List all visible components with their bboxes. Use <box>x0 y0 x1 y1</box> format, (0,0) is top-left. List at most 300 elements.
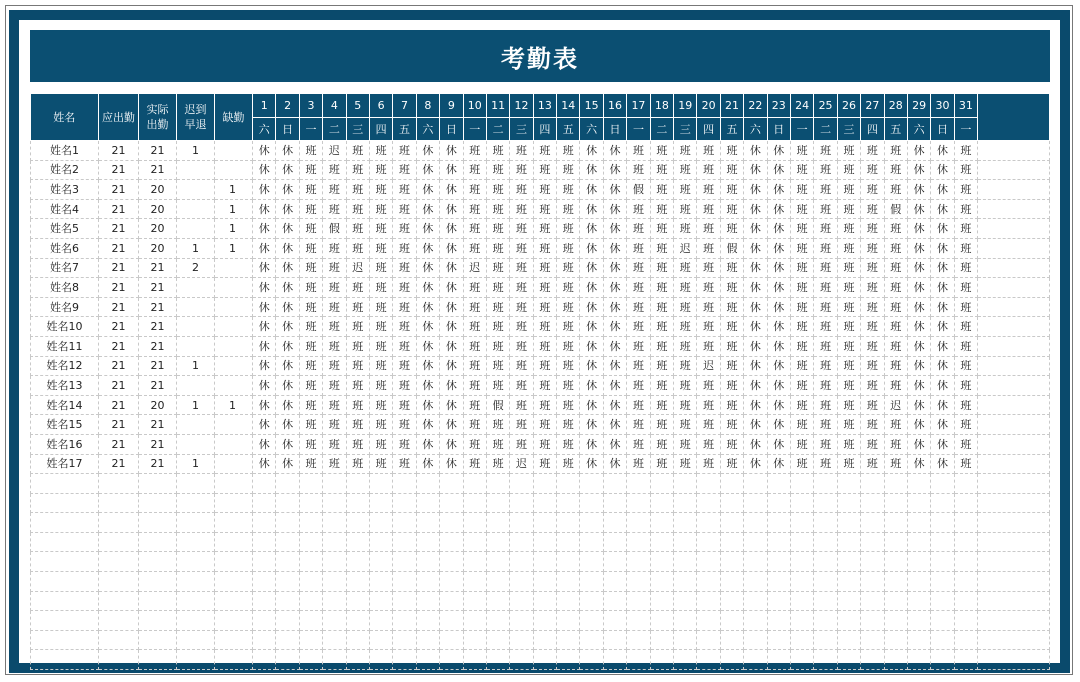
day-status <box>369 630 392 650</box>
absent-count <box>215 356 253 376</box>
day-status <box>954 650 977 670</box>
day-status: 休 <box>931 336 954 356</box>
table-row <box>31 258 1050 278</box>
day-status: 休 <box>767 297 790 317</box>
day-status: 班 <box>814 141 837 161</box>
day-status <box>814 552 837 572</box>
spare-cell <box>978 493 1050 513</box>
day-status <box>510 493 533 513</box>
absent-count: 1 <box>215 395 253 415</box>
day-status: 班 <box>393 336 416 356</box>
day-status <box>603 591 626 611</box>
day-status <box>369 513 392 533</box>
day-status: 休 <box>276 317 299 337</box>
day-status <box>369 552 392 572</box>
day-status <box>416 611 439 631</box>
actual-days: 21 <box>139 317 177 337</box>
day-status: 班 <box>346 297 369 317</box>
day-status: 班 <box>557 219 580 239</box>
header-day-26: 26 <box>837 94 860 118</box>
day-status: 休 <box>440 278 463 298</box>
day-status: 休 <box>744 395 767 415</box>
day-status: 班 <box>697 297 720 317</box>
day-status: 班 <box>790 415 813 435</box>
day-status <box>603 552 626 572</box>
day-status: 班 <box>837 434 860 454</box>
header-day-2: 2 <box>276 94 299 118</box>
day-status: 班 <box>697 278 720 298</box>
day-status <box>907 611 930 631</box>
late-early-count <box>177 552 215 572</box>
day-status: 班 <box>837 317 860 337</box>
day-status <box>440 474 463 494</box>
day-status: 班 <box>720 415 743 435</box>
day-status: 迟 <box>323 141 346 161</box>
spare-cell <box>978 454 1050 474</box>
header-weekday-28: 五 <box>884 118 907 141</box>
day-status: 班 <box>393 180 416 200</box>
day-status <box>650 650 673 670</box>
day-status <box>603 572 626 592</box>
day-status <box>253 650 276 670</box>
required-days: 21 <box>99 160 139 180</box>
day-status: 休 <box>907 199 930 219</box>
day-status: 班 <box>463 395 486 415</box>
day-status <box>323 513 346 533</box>
day-status: 班 <box>323 434 346 454</box>
header-actual-days <box>139 94 177 141</box>
day-status: 班 <box>557 376 580 396</box>
day-status <box>884 532 907 552</box>
day-status: 休 <box>744 356 767 376</box>
day-status: 班 <box>346 160 369 180</box>
day-status: 班 <box>861 376 884 396</box>
spare-cell <box>978 415 1050 435</box>
day-status: 班 <box>720 336 743 356</box>
day-status: 班 <box>627 199 650 219</box>
day-status: 班 <box>720 454 743 474</box>
header-day-14: 14 <box>557 94 580 118</box>
day-status: 班 <box>369 356 392 376</box>
day-status <box>416 591 439 611</box>
day-status: 班 <box>486 317 509 337</box>
day-status: 休 <box>253 199 276 219</box>
day-status: 休 <box>603 278 626 298</box>
day-status: 班 <box>533 180 556 200</box>
day-status: 班 <box>393 317 416 337</box>
header-absent: 缺勤 <box>215 94 253 141</box>
late-early-count <box>177 336 215 356</box>
header-weekday-31: 一 <box>954 118 977 141</box>
day-status: 班 <box>884 297 907 317</box>
day-status <box>627 572 650 592</box>
day-status <box>767 611 790 631</box>
header-row-days <box>31 94 1050 118</box>
table-row <box>31 160 1050 180</box>
day-status: 班 <box>954 395 977 415</box>
day-status <box>720 630 743 650</box>
day-status: 班 <box>533 395 556 415</box>
day-status: 休 <box>580 376 603 396</box>
day-status: 休 <box>744 336 767 356</box>
late-early-count: 2 <box>177 258 215 278</box>
day-status: 班 <box>486 278 509 298</box>
day-status <box>323 650 346 670</box>
day-status: 班 <box>323 376 346 396</box>
required-days <box>99 650 139 670</box>
day-status <box>393 650 416 670</box>
day-status: 班 <box>557 395 580 415</box>
day-status <box>393 552 416 572</box>
day-status: 班 <box>697 199 720 219</box>
day-status: 休 <box>276 180 299 200</box>
table-row <box>31 395 1050 415</box>
actual-days: 21 <box>139 258 177 278</box>
day-status: 班 <box>650 258 673 278</box>
header-weekday-5: 三 <box>346 118 369 141</box>
header-day-3: 3 <box>299 94 322 118</box>
actual-days: 21 <box>139 376 177 396</box>
day-status: 班 <box>323 199 346 219</box>
day-status: 休 <box>253 454 276 474</box>
header-day-30: 30 <box>931 94 954 118</box>
day-status: 班 <box>837 238 860 258</box>
absent-count <box>215 317 253 337</box>
day-status: 班 <box>557 317 580 337</box>
day-status: 休 <box>416 278 439 298</box>
header-weekday-3: 一 <box>299 118 322 141</box>
day-status <box>580 513 603 533</box>
day-status: 休 <box>907 160 930 180</box>
actual-days: 21 <box>139 415 177 435</box>
day-status: 班 <box>954 180 977 200</box>
day-status <box>767 493 790 513</box>
header-weekday-10: 一 <box>463 118 486 141</box>
header-day-7: 7 <box>393 94 416 118</box>
day-status: 班 <box>369 415 392 435</box>
day-status <box>697 650 720 670</box>
day-status <box>416 630 439 650</box>
day-status: 班 <box>790 376 813 396</box>
day-status: 班 <box>837 395 860 415</box>
day-status: 休 <box>580 180 603 200</box>
day-status: 班 <box>510 160 533 180</box>
day-status: 班 <box>861 454 884 474</box>
day-status <box>884 474 907 494</box>
header-weekday-11: 二 <box>486 118 509 141</box>
day-status: 班 <box>510 141 533 161</box>
day-status: 班 <box>674 376 697 396</box>
day-status: 班 <box>814 219 837 239</box>
day-status <box>790 552 813 572</box>
day-status <box>837 513 860 533</box>
day-status <box>720 572 743 592</box>
day-status: 休 <box>603 160 626 180</box>
day-status: 班 <box>674 356 697 376</box>
day-status <box>767 513 790 533</box>
day-status: 休 <box>440 180 463 200</box>
day-status: 班 <box>627 160 650 180</box>
employee-name: 姓名17 <box>31 454 99 474</box>
actual-days: 21 <box>139 160 177 180</box>
day-status <box>954 572 977 592</box>
day-status <box>253 513 276 533</box>
day-status <box>697 572 720 592</box>
day-status: 班 <box>463 141 486 161</box>
day-status: 休 <box>276 336 299 356</box>
day-status <box>276 552 299 572</box>
day-status <box>299 591 322 611</box>
day-status: 班 <box>346 219 369 239</box>
day-status <box>276 630 299 650</box>
day-status: 休 <box>276 376 299 396</box>
day-status: 休 <box>580 141 603 161</box>
header-spare <box>978 94 1050 141</box>
absent-count <box>215 493 253 513</box>
day-status <box>861 513 884 533</box>
day-status <box>674 650 697 670</box>
day-status <box>674 513 697 533</box>
day-status: 休 <box>253 258 276 278</box>
day-status <box>907 650 930 670</box>
day-status <box>814 474 837 494</box>
header-weekday-12: 三 <box>510 118 533 141</box>
day-status: 休 <box>907 454 930 474</box>
day-status: 班 <box>814 395 837 415</box>
day-status: 休 <box>907 376 930 396</box>
day-status: 班 <box>814 199 837 219</box>
day-status: 班 <box>650 434 673 454</box>
day-status: 班 <box>393 258 416 278</box>
day-status: 班 <box>884 141 907 161</box>
spare-cell <box>978 180 1050 200</box>
day-status: 休 <box>603 434 626 454</box>
day-status <box>650 611 673 631</box>
day-status: 休 <box>416 376 439 396</box>
day-status: 班 <box>299 238 322 258</box>
day-status: 班 <box>557 238 580 258</box>
day-status: 休 <box>907 180 930 200</box>
spare-cell <box>978 572 1050 592</box>
header-actual-line2: 出勤 <box>146 118 169 131</box>
day-status <box>627 591 650 611</box>
spare-cell <box>978 376 1050 396</box>
day-status <box>790 513 813 533</box>
day-status: 休 <box>440 356 463 376</box>
day-status: 休 <box>580 160 603 180</box>
day-status <box>510 552 533 572</box>
day-status: 休 <box>931 395 954 415</box>
day-status: 班 <box>720 199 743 219</box>
day-status <box>744 650 767 670</box>
day-status <box>323 630 346 650</box>
late-early-count <box>177 219 215 239</box>
day-status: 班 <box>674 219 697 239</box>
day-status: 休 <box>907 336 930 356</box>
day-status: 班 <box>510 434 533 454</box>
day-status: 休 <box>931 356 954 376</box>
day-status: 休 <box>416 415 439 435</box>
day-status: 班 <box>790 238 813 258</box>
required-days <box>99 572 139 592</box>
day-status: 休 <box>580 356 603 376</box>
day-status: 休 <box>276 199 299 219</box>
required-days: 21 <box>99 219 139 239</box>
day-status: 休 <box>416 258 439 278</box>
absent-count <box>215 278 253 298</box>
day-status: 班 <box>369 317 392 337</box>
day-status: 班 <box>650 454 673 474</box>
day-status: 假 <box>720 238 743 258</box>
day-status: 班 <box>533 415 556 435</box>
day-status: 休 <box>580 258 603 278</box>
day-status <box>697 532 720 552</box>
actual-days <box>139 552 177 572</box>
day-status <box>603 493 626 513</box>
day-status: 班 <box>861 434 884 454</box>
day-status: 班 <box>861 297 884 317</box>
day-status: 休 <box>744 278 767 298</box>
day-status <box>907 493 930 513</box>
actual-days: 20 <box>139 199 177 219</box>
day-status: 休 <box>416 160 439 180</box>
header-late-line1: 迟到 <box>184 103 207 116</box>
day-status: 班 <box>697 395 720 415</box>
day-status <box>931 630 954 650</box>
day-status: 班 <box>346 454 369 474</box>
day-status: 班 <box>486 199 509 219</box>
day-status: 休 <box>276 278 299 298</box>
day-status: 班 <box>954 317 977 337</box>
employee-name: 姓名13 <box>31 376 99 396</box>
day-status: 班 <box>650 336 673 356</box>
spare-cell <box>978 650 1050 670</box>
day-status <box>954 513 977 533</box>
day-status: 班 <box>650 278 673 298</box>
header-day-4: 4 <box>323 94 346 118</box>
day-status: 班 <box>369 199 392 219</box>
day-status: 班 <box>674 297 697 317</box>
day-status <box>790 591 813 611</box>
day-status <box>299 474 322 494</box>
day-status <box>790 611 813 631</box>
header-weekday-6: 四 <box>369 118 392 141</box>
day-status <box>861 611 884 631</box>
day-status <box>674 552 697 572</box>
actual-days <box>139 513 177 533</box>
day-status: 班 <box>697 160 720 180</box>
day-status <box>299 552 322 572</box>
header-weekday-16: 日 <box>603 118 626 141</box>
actual-days: 21 <box>139 336 177 356</box>
day-status <box>323 532 346 552</box>
late-early-count: 1 <box>177 141 215 161</box>
day-status <box>650 513 673 533</box>
day-status <box>603 532 626 552</box>
day-status <box>907 532 930 552</box>
spare-cell <box>978 474 1050 494</box>
day-status <box>674 611 697 631</box>
day-status: 班 <box>884 376 907 396</box>
day-status: 休 <box>580 297 603 317</box>
day-status <box>463 474 486 494</box>
actual-days <box>139 591 177 611</box>
day-status <box>463 650 486 670</box>
header-weekday-23: 日 <box>767 118 790 141</box>
day-status: 休 <box>440 219 463 239</box>
day-status: 班 <box>954 141 977 161</box>
day-status <box>440 513 463 533</box>
day-status: 班 <box>954 356 977 376</box>
spare-cell <box>978 336 1050 356</box>
day-status <box>627 493 650 513</box>
day-status: 休 <box>253 160 276 180</box>
required-days: 21 <box>99 336 139 356</box>
required-days: 21 <box>99 278 139 298</box>
day-status <box>954 552 977 572</box>
day-status <box>346 650 369 670</box>
day-status: 休 <box>276 219 299 239</box>
day-status: 班 <box>346 278 369 298</box>
day-status <box>346 493 369 513</box>
day-status: 班 <box>486 415 509 435</box>
day-status <box>790 474 813 494</box>
day-status: 班 <box>790 278 813 298</box>
day-status <box>814 532 837 552</box>
day-status: 班 <box>790 141 813 161</box>
day-status: 班 <box>393 376 416 396</box>
absent-count <box>215 650 253 670</box>
day-status: 休 <box>253 278 276 298</box>
day-status: 班 <box>557 160 580 180</box>
day-status <box>627 552 650 572</box>
day-status <box>557 611 580 631</box>
day-status: 休 <box>744 160 767 180</box>
day-status <box>767 572 790 592</box>
day-status: 休 <box>931 415 954 435</box>
day-status <box>627 532 650 552</box>
header-day-6: 6 <box>369 94 392 118</box>
day-status: 班 <box>346 376 369 396</box>
day-status <box>369 591 392 611</box>
day-status <box>440 532 463 552</box>
day-status: 班 <box>954 199 977 219</box>
day-status: 休 <box>744 434 767 454</box>
day-status: 班 <box>486 141 509 161</box>
day-status: 班 <box>790 160 813 180</box>
day-status: 班 <box>393 278 416 298</box>
day-status: 班 <box>697 180 720 200</box>
day-status: 休 <box>440 160 463 180</box>
day-status: 班 <box>674 434 697 454</box>
header-day-25: 25 <box>814 94 837 118</box>
day-status: 休 <box>931 219 954 239</box>
day-status: 班 <box>837 141 860 161</box>
day-status <box>861 630 884 650</box>
day-status: 休 <box>603 317 626 337</box>
day-status: 班 <box>674 141 697 161</box>
employee-name: 姓名3 <box>31 180 99 200</box>
actual-days <box>139 572 177 592</box>
day-status: 班 <box>861 141 884 161</box>
day-status <box>276 591 299 611</box>
header-late-line2: 早退 <box>184 118 207 131</box>
day-status: 休 <box>276 258 299 278</box>
day-status: 休 <box>253 317 276 337</box>
day-status: 休 <box>603 258 626 278</box>
day-status <box>650 532 673 552</box>
day-status: 休 <box>580 454 603 474</box>
